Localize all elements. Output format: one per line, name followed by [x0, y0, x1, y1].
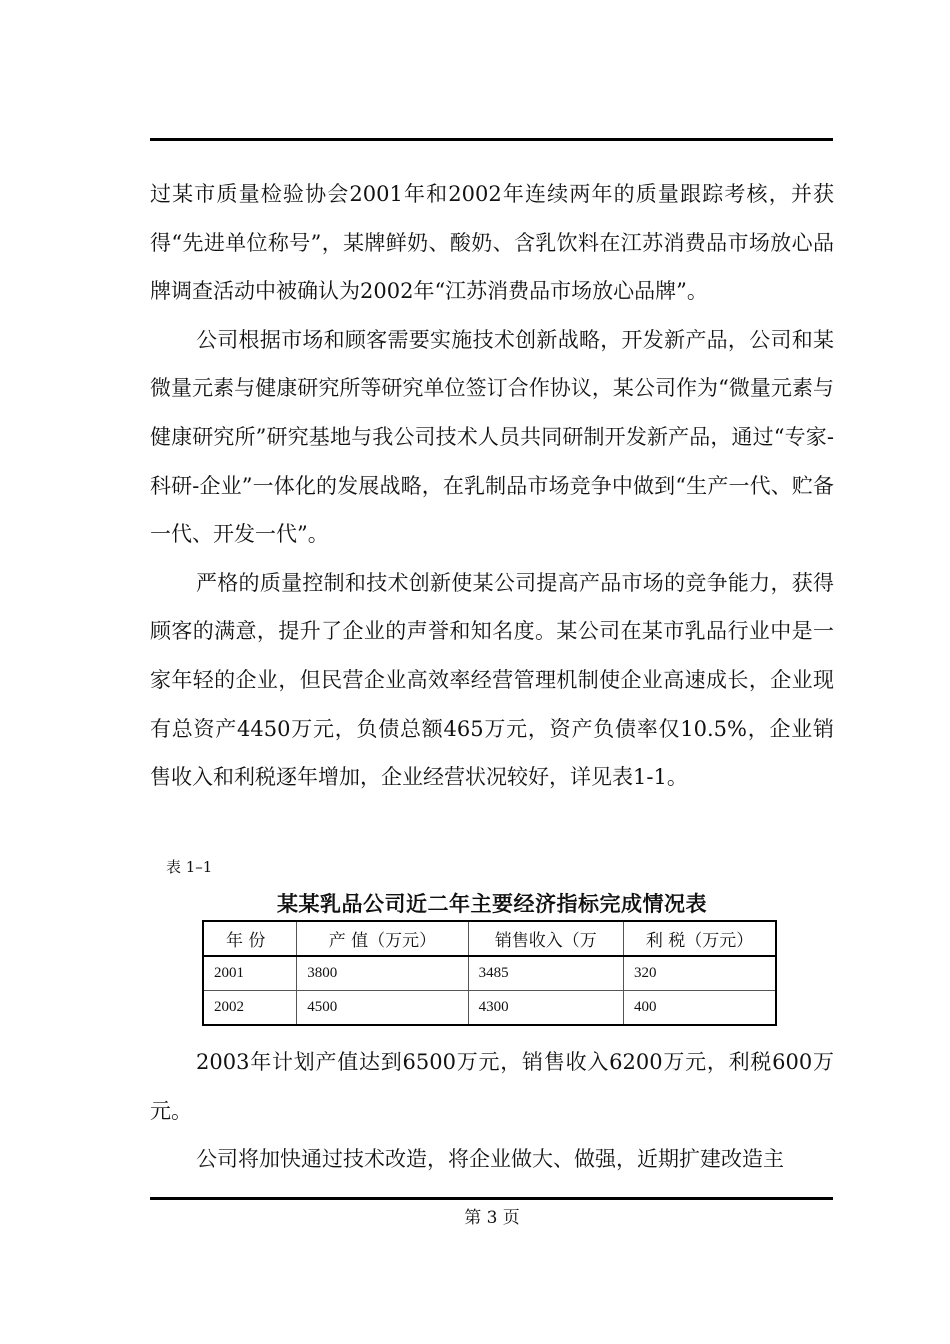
paragraph-4: 2003年计划产值达到6500万元，销售收入6200万元，利税600万元。	[150, 1050, 834, 1123]
header-tax: 利 税（万元）	[624, 921, 776, 956]
table-label: 表 1–1	[166, 858, 213, 876]
paragraph-1: 过某市质量检验协会2001年和2002年连续两年的质量跟踪考核，并获得“先进单位称号”，某牌鲜奶、酸奶、含乳饮料在江苏消费品市场放心品牌调查活动中被确认为2002年“江苏消费品市场放心品牌”。	[150, 182, 834, 304]
table-cell: 400	[624, 991, 776, 1026]
table-cell: 320	[624, 956, 776, 991]
header-sales: 销售收入（万	[468, 921, 623, 956]
table-cell: 3485	[468, 956, 623, 991]
document-body	[150, 170, 834, 802]
footer-rule	[150, 1197, 833, 1200]
table-cell: 4300	[468, 991, 623, 1026]
paragraph-3: 严格的质量控制和技术创新使某公司提高产品市场的竞争能力，获得顾客的满意，提升了企业的声誉和知名度。某公司在某市乳品行业中是一家年轻的企业，但民营企业高效率经营管理机制使企业高速成长，企业现有总资产4450万元，负债总额465万元，资产负债率仅10.5%，企业销售收入和利税逐年增加，企业经营状况较好，详见表1-1。	[150, 570, 834, 790]
table-row	[203, 991, 776, 1026]
paragraph-5: 公司将加快通过技术改造，将企业做大、做强，近期扩建改造主	[196, 1147, 784, 1172]
document-body-continued	[150, 1038, 834, 1184]
header-output: 产 值（万元）	[297, 921, 468, 956]
header-rule	[150, 138, 833, 141]
paragraph-2: 公司根据市场和顾客需要实施技术创新战略，开发新产品，公司和某微量元素与健康研究所等研究单位签订合作协议，某公司作为“微量元素与健康研究所”研究基地与我公司技术人员共同研制开发新产品，通过“专家-科研-企业”一体化的发展战略，在乳制品市场竞争中做到“生产一代、贮备一代、开发一代”。	[150, 327, 834, 547]
economic-indicators-table	[202, 920, 777, 1026]
table-row	[203, 956, 776, 991]
page-number: 第 3 页	[464, 1208, 520, 1228]
table-header-row	[203, 921, 776, 956]
table-cell: 2002	[203, 991, 297, 1026]
table-cell: 3800	[297, 956, 468, 991]
table-cell: 4500	[297, 991, 468, 1026]
table-title: 某某乳品公司近二年主要经济指标完成情况表	[277, 891, 707, 916]
table-cell: 2001	[203, 956, 297, 991]
header-year: 年 份	[203, 921, 297, 956]
